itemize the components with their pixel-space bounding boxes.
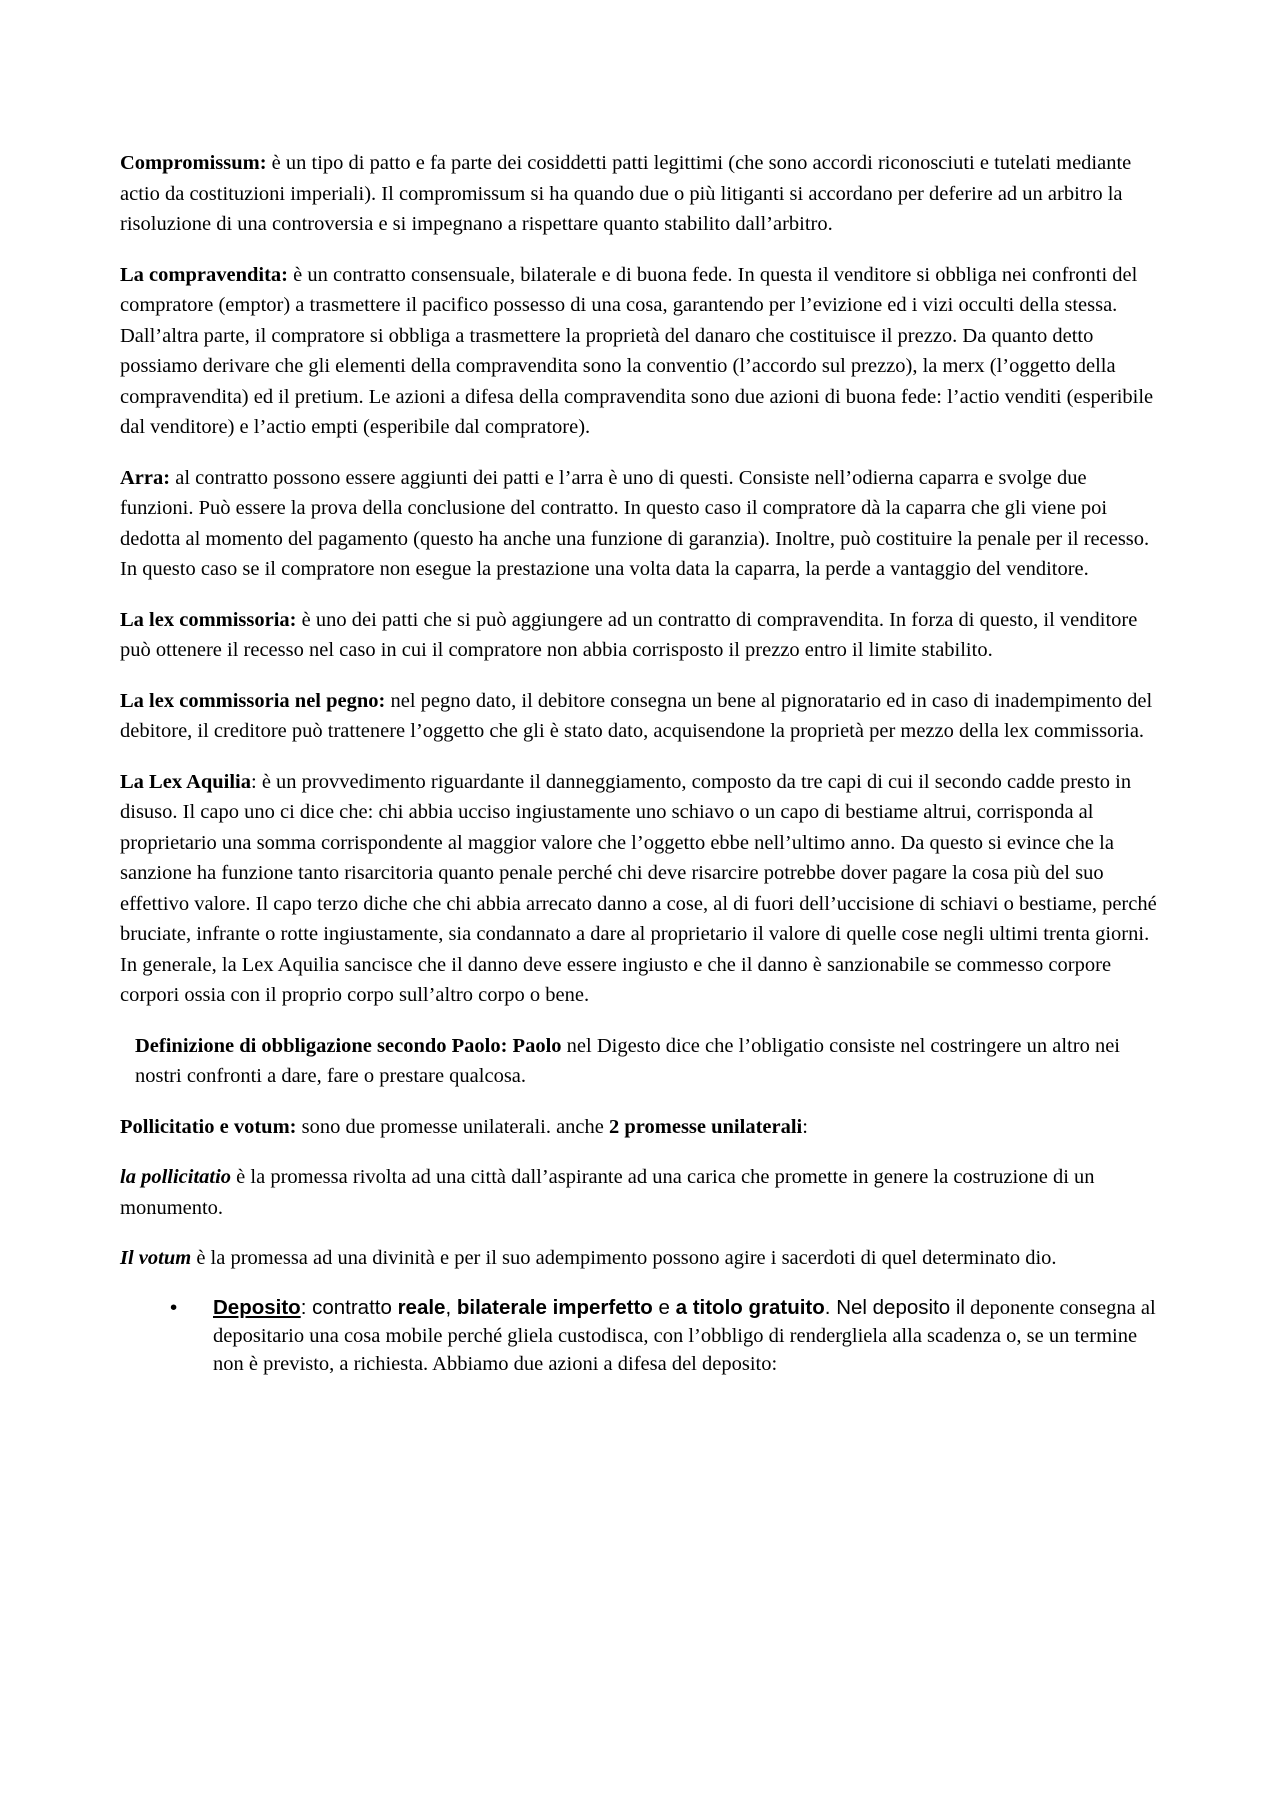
text-obbligazione: nel Digesto dice che l’obligatio consiste nel costringere un altro nei nostri confronti a dare, fare o prestare qualcosa. — [135, 1034, 1120, 1087]
paragraph-pollicitatio — [120, 1162, 1160, 1223]
paragraph-compromissum — [120, 148, 1160, 240]
deposito-part2: , — [445, 1295, 457, 1319]
text-votum: è la promessa ad una divinità e per il suo adempimento possono agire i sacerdoti di quel determinato dio. — [191, 1247, 1057, 1269]
text-compravendita: è un contratto consensuale, bilaterale e di buona fede. In questa il venditore si obbliga nei confronti del compratore (emptor) a trasmettere il pacifico possesso di una cosa, garantendo per l’evizione ed i vizi occulti della stessa. Dall’altra parte, il compratore si obbliga a trasmettere la proprietà del danaro che costituisce il prezzo. Da quanto detto possiamo derivare che gli elementi della compravendita sono la conventio (l’accordo sul prezzo), la merx (l’oggetto della compravendita) ed il pretium. Le azioni a difesa della compravendita sono due azioni di buona fede: l’actio venditi (esperibile dal venditore) e l’actio empti (esperibile dal compratore). — [120, 263, 1154, 438]
deposito-bold-reale: reale — [397, 1295, 446, 1319]
term-pollicitatio-votum: Pollicitatio e votum: — [120, 1115, 297, 1138]
deposito-part1: : contratto — [300, 1295, 398, 1319]
text-pollicitatio: è la promessa rivolta ad una città dall’aspirante ad una carica che promette in genere la costruzione di un monumento. — [120, 1166, 1095, 1219]
term-arra: Arra: — [120, 466, 171, 489]
term-compromissum: Compromissum: — [120, 152, 267, 174]
text-compromissum: è un tipo di patto e fa parte dei cosiddetti patti legittimi (che sono accordi riconosciuti e tutelati mediante actio da costituzioni imperiali). Il compromissum si ha quando due o più litiganti si accordano per deferire ad un arbitro la risoluzione di una controversia e si impegnano a rispettare quanto stabilito dall’arbitro. — [120, 152, 1132, 235]
text-deposito: deponente consegna al depositario una cosa mobile perché gliela custodisca, con l’obbligo di rendergliela alla scadenza o, se un termine non è previsto, a richiesta. Abbiamo due azioni a difesa del deposito: — [213, 1296, 1156, 1375]
paragraph-compravendita — [120, 260, 1160, 443]
paragraph-votum — [120, 1243, 1160, 1274]
bullet-dot-icon: • — [170, 1295, 178, 1319]
deposito-bold-bilaterale: bilaterale imperfetto — [456, 1295, 653, 1319]
term-lex-commissoria: La lex commissoria: — [120, 608, 297, 631]
document-body — [120, 148, 1160, 1378]
paragraph-lex-commissoria-pegno — [120, 686, 1160, 747]
term-pollicitatio: la pollicitatio — [120, 1166, 232, 1188]
paragraph-lex-commissoria — [120, 605, 1160, 666]
deposito-part4: . Nel deposito il — [824, 1295, 965, 1319]
term-deposito: Deposito — [213, 1295, 301, 1319]
term-compravendita: La compravendita: — [120, 263, 288, 286]
bullet-item-deposito — [120, 1294, 1160, 1378]
paragraph-arra — [120, 463, 1160, 585]
text-arra: al contratto possono essere aggiunti dei patti e l’arra è uno di questi. Consiste nell’odierna caparra e svolge due funzioni. Può essere la prova della conclusione del contratto. In questo caso il compratore dà la caparra che gli viene poi dedotta al momento del pagamento (questo ha anche una funzione di garanzia). Inoltre, può costituire la penale per il recesso. In questo caso se il compratore non esegue la prestazione una volta data la caparra, la perde a vantaggio del venditore. — [120, 466, 1150, 580]
paragraph-lex-aquilia — [120, 767, 1160, 1011]
text-lex-aquilia: : è un provvedimento riguardante il danneggiamento, composto da tre capi di cui il secondo cadde presto in disuso. Il capo uno ci dice che: chi abbia ucciso ingiustamente uno schiavo o un capo di bestiame altrui, corrisponda al proprietario una somma corrispondente al maggior valore che l’oggetto ebbe nell’ultimo anno. Da questo si evince che la sanzione ha funzione tanto risarcitoria quanto penale perché chi deve risarcire potrebbe dover pagare la cosa più del suo effettivo valore. Il capo terzo diche che chi abbia arrecato danno a cose, al di fuori dell’uccisione di schiavi o bestiame, perché bruciate, infrante o rotte ingiustamente, sia condannato a dare al proprietario il valore di quelle cose negli ultimi trenta giorni. In generale, la Lex Aquilia sancisce che il danno deve essere ingiusto e che il danno è sanzionabile se commesso corpore corpori ossia con il proprio corpo sull’altro corpo o bene. — [120, 770, 1157, 1006]
term-votum: Il votum — [120, 1247, 192, 1269]
term-obbligazione: Definizione di obbligazione secondo Paolo: Paolo — [135, 1034, 562, 1057]
term-lex-commissoria-pegno: La lex commissoria nel pegno: — [120, 689, 386, 712]
paragraph-pollicitatio-votum — [120, 1112, 1160, 1143]
text-lex-commissoria-pegno: nel pegno dato, il debitore consegna un bene al pignoratario ed in caso di inadempimento del debitore, il creditore può trattenere l’oggetto che gli è stato dato, acquisendone la proprietà per mezzo della lex commissoria. — [120, 689, 1153, 742]
paragraph-obbligazione — [120, 1031, 1160, 1092]
text-pollicitatio-votum: sono due promesse unilaterali. anche — [296, 1115, 610, 1138]
bold-promesse-unilaterali: 2 promesse unilaterali — [609, 1115, 803, 1138]
term-lex-aquilia: La Lex Aquilia — [120, 770, 252, 793]
text-lex-commissoria: è uno dei patti che si può aggiungere ad un contratto di compravendita. In forza di questo, il venditore può ottenere il recesso nel caso in cui il compratore non abbia corrisposto il prezzo entro il limite stabilito. — [120, 608, 1138, 661]
bullet-list — [120, 1294, 1160, 1378]
deposito-bold-gratuito: a titolo gratuito — [675, 1295, 825, 1319]
colon-pollicitatio-votum: : — [802, 1115, 808, 1138]
deposito-part3: e — [652, 1295, 676, 1319]
